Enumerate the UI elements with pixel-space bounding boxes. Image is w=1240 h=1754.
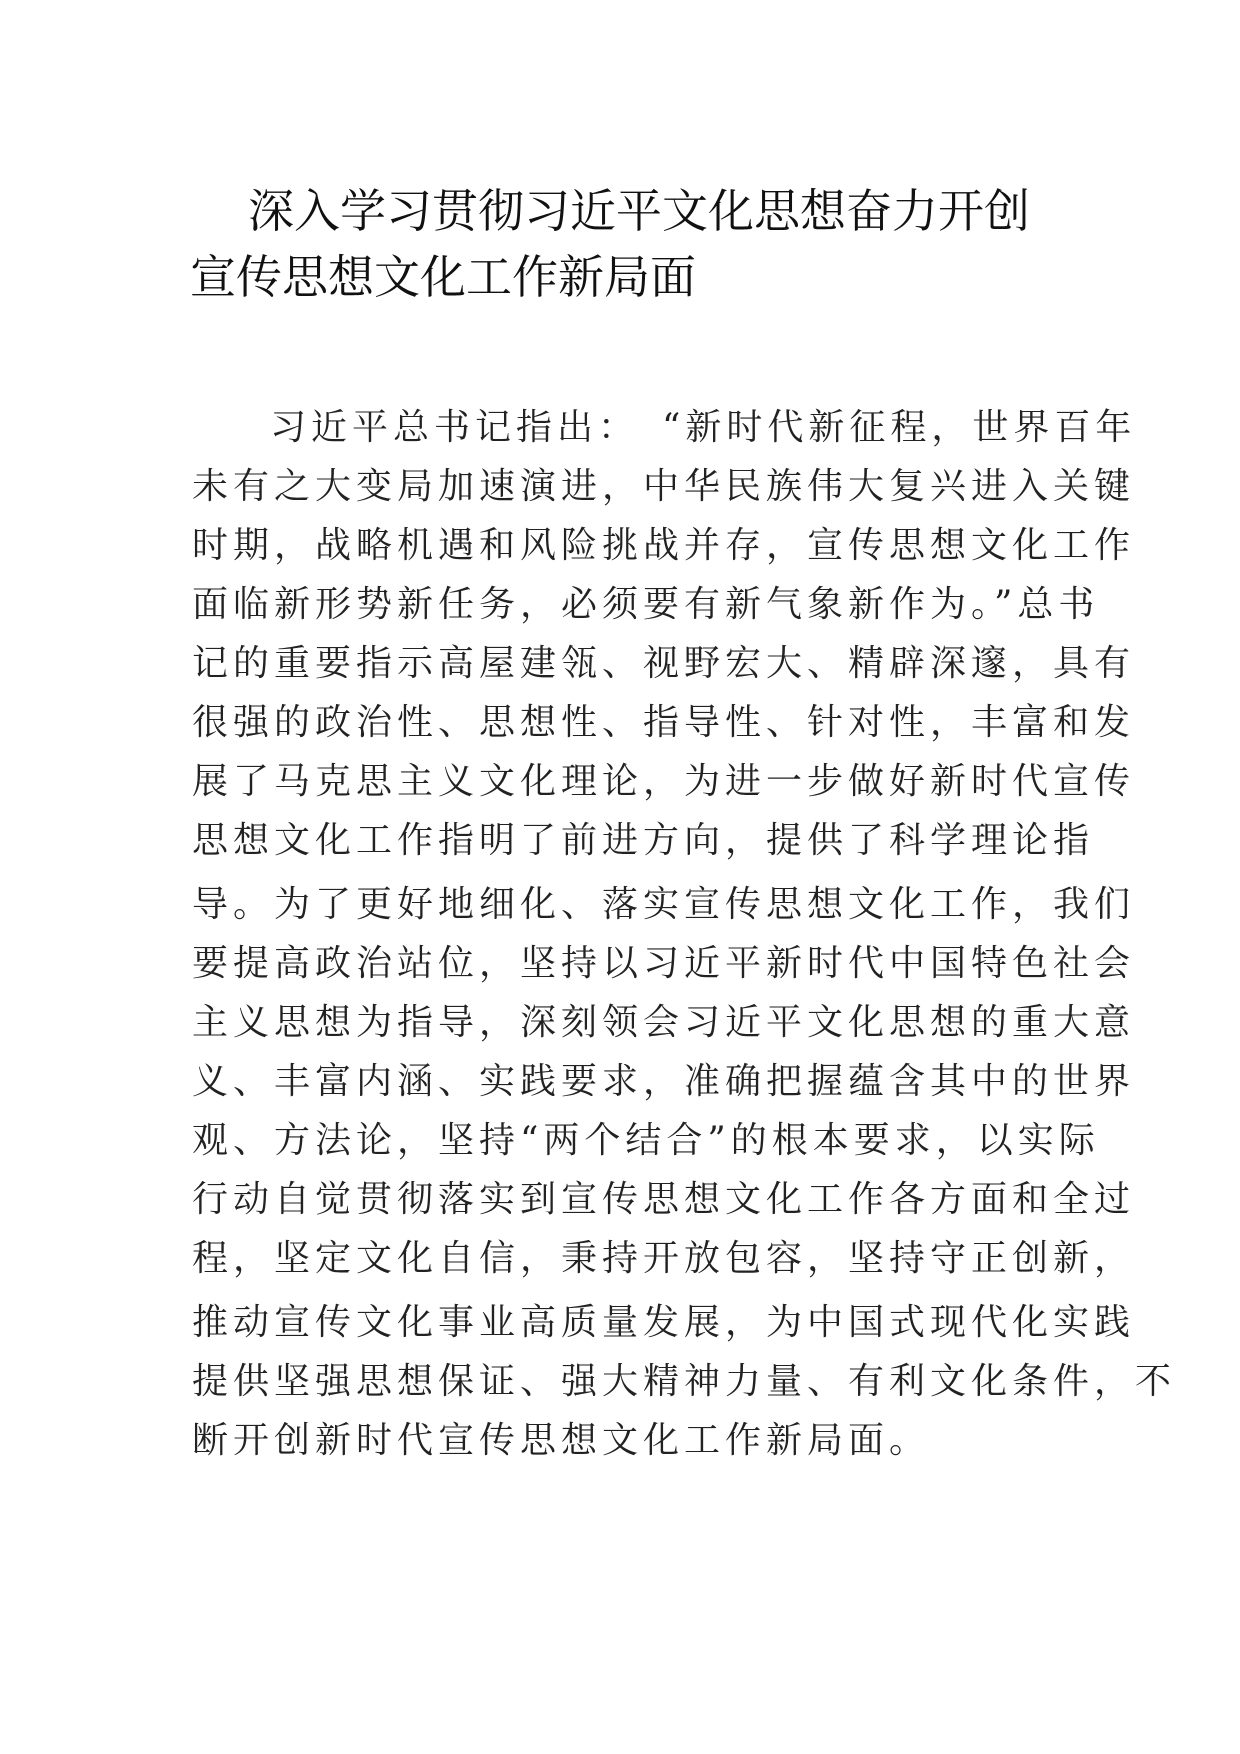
text-line: 主义思想为指导，深刻领会习近平文化思想的重大意 bbox=[192, 1002, 1136, 1043]
text-line: 程，坚定文化自信，秉持开放包容，坚持守正创新， bbox=[192, 1238, 1136, 1279]
text-line: 展了马克思主义文化理论，为进一步做好新时代宣传 bbox=[192, 761, 1136, 802]
text-line: 思想文化工作指明了前进方向，提供了科学理论指 bbox=[192, 820, 1095, 861]
text-line: 要提高政治站位，坚持以习近平新时代中国特色社会 bbox=[192, 943, 1136, 984]
title-line: 深入学习贯彻习近平文化思想奋力开创 bbox=[248, 184, 1030, 238]
text-line: 很强的政治性、思想性、指导性、针对性，丰富和发 bbox=[192, 702, 1136, 743]
title-line: 宣传思想文化工作新局面 bbox=[190, 250, 696, 304]
text-line: 义、丰富内涵、实践要求，准确把握蕴含其中的世界 bbox=[192, 1061, 1136, 1102]
document-body bbox=[192, 398, 1177, 1470]
text-line: 习近平总书记指出： “新时代新征程，世界百年 bbox=[270, 407, 1137, 448]
text-line: 行动自觉贯彻落实到宣传思想文化工作各方面和全过 bbox=[192, 1179, 1136, 1220]
text-line: 观、方法论，坚持“两个结合”的根本要求，以实际 bbox=[192, 1120, 1100, 1161]
paragraph bbox=[192, 398, 1137, 870]
paragraph bbox=[192, 875, 1136, 1288]
document-title bbox=[190, 178, 1050, 310]
text-line: 提供坚强思想保证、强大精神力量、有利文化条件，不 bbox=[192, 1361, 1177, 1402]
paragraph bbox=[192, 1293, 1177, 1470]
text-line: 时期，战略机遇和风险挑战并存，宣传思想文化工作 bbox=[192, 525, 1136, 566]
text-line: 记的重要指示高屋建瓴、视野宏大、精辟深邃，具有 bbox=[192, 643, 1136, 684]
text-line: 面临新形势新任务，必须要有新气象新作为。”总书 bbox=[192, 584, 1100, 625]
text-line: 断开创新时代宣传思想文化工作新局面。 bbox=[192, 1420, 931, 1461]
text-line: 未有之大变局加速演进，中华民族伟大复兴进入关键 bbox=[192, 466, 1136, 507]
text-line: 推动宣传文化事业高质量发展，为中国式现代化实践 bbox=[192, 1302, 1136, 1343]
text-line: 导。为了更好地细化、落实宣传思想文化工作，我们 bbox=[192, 884, 1136, 925]
